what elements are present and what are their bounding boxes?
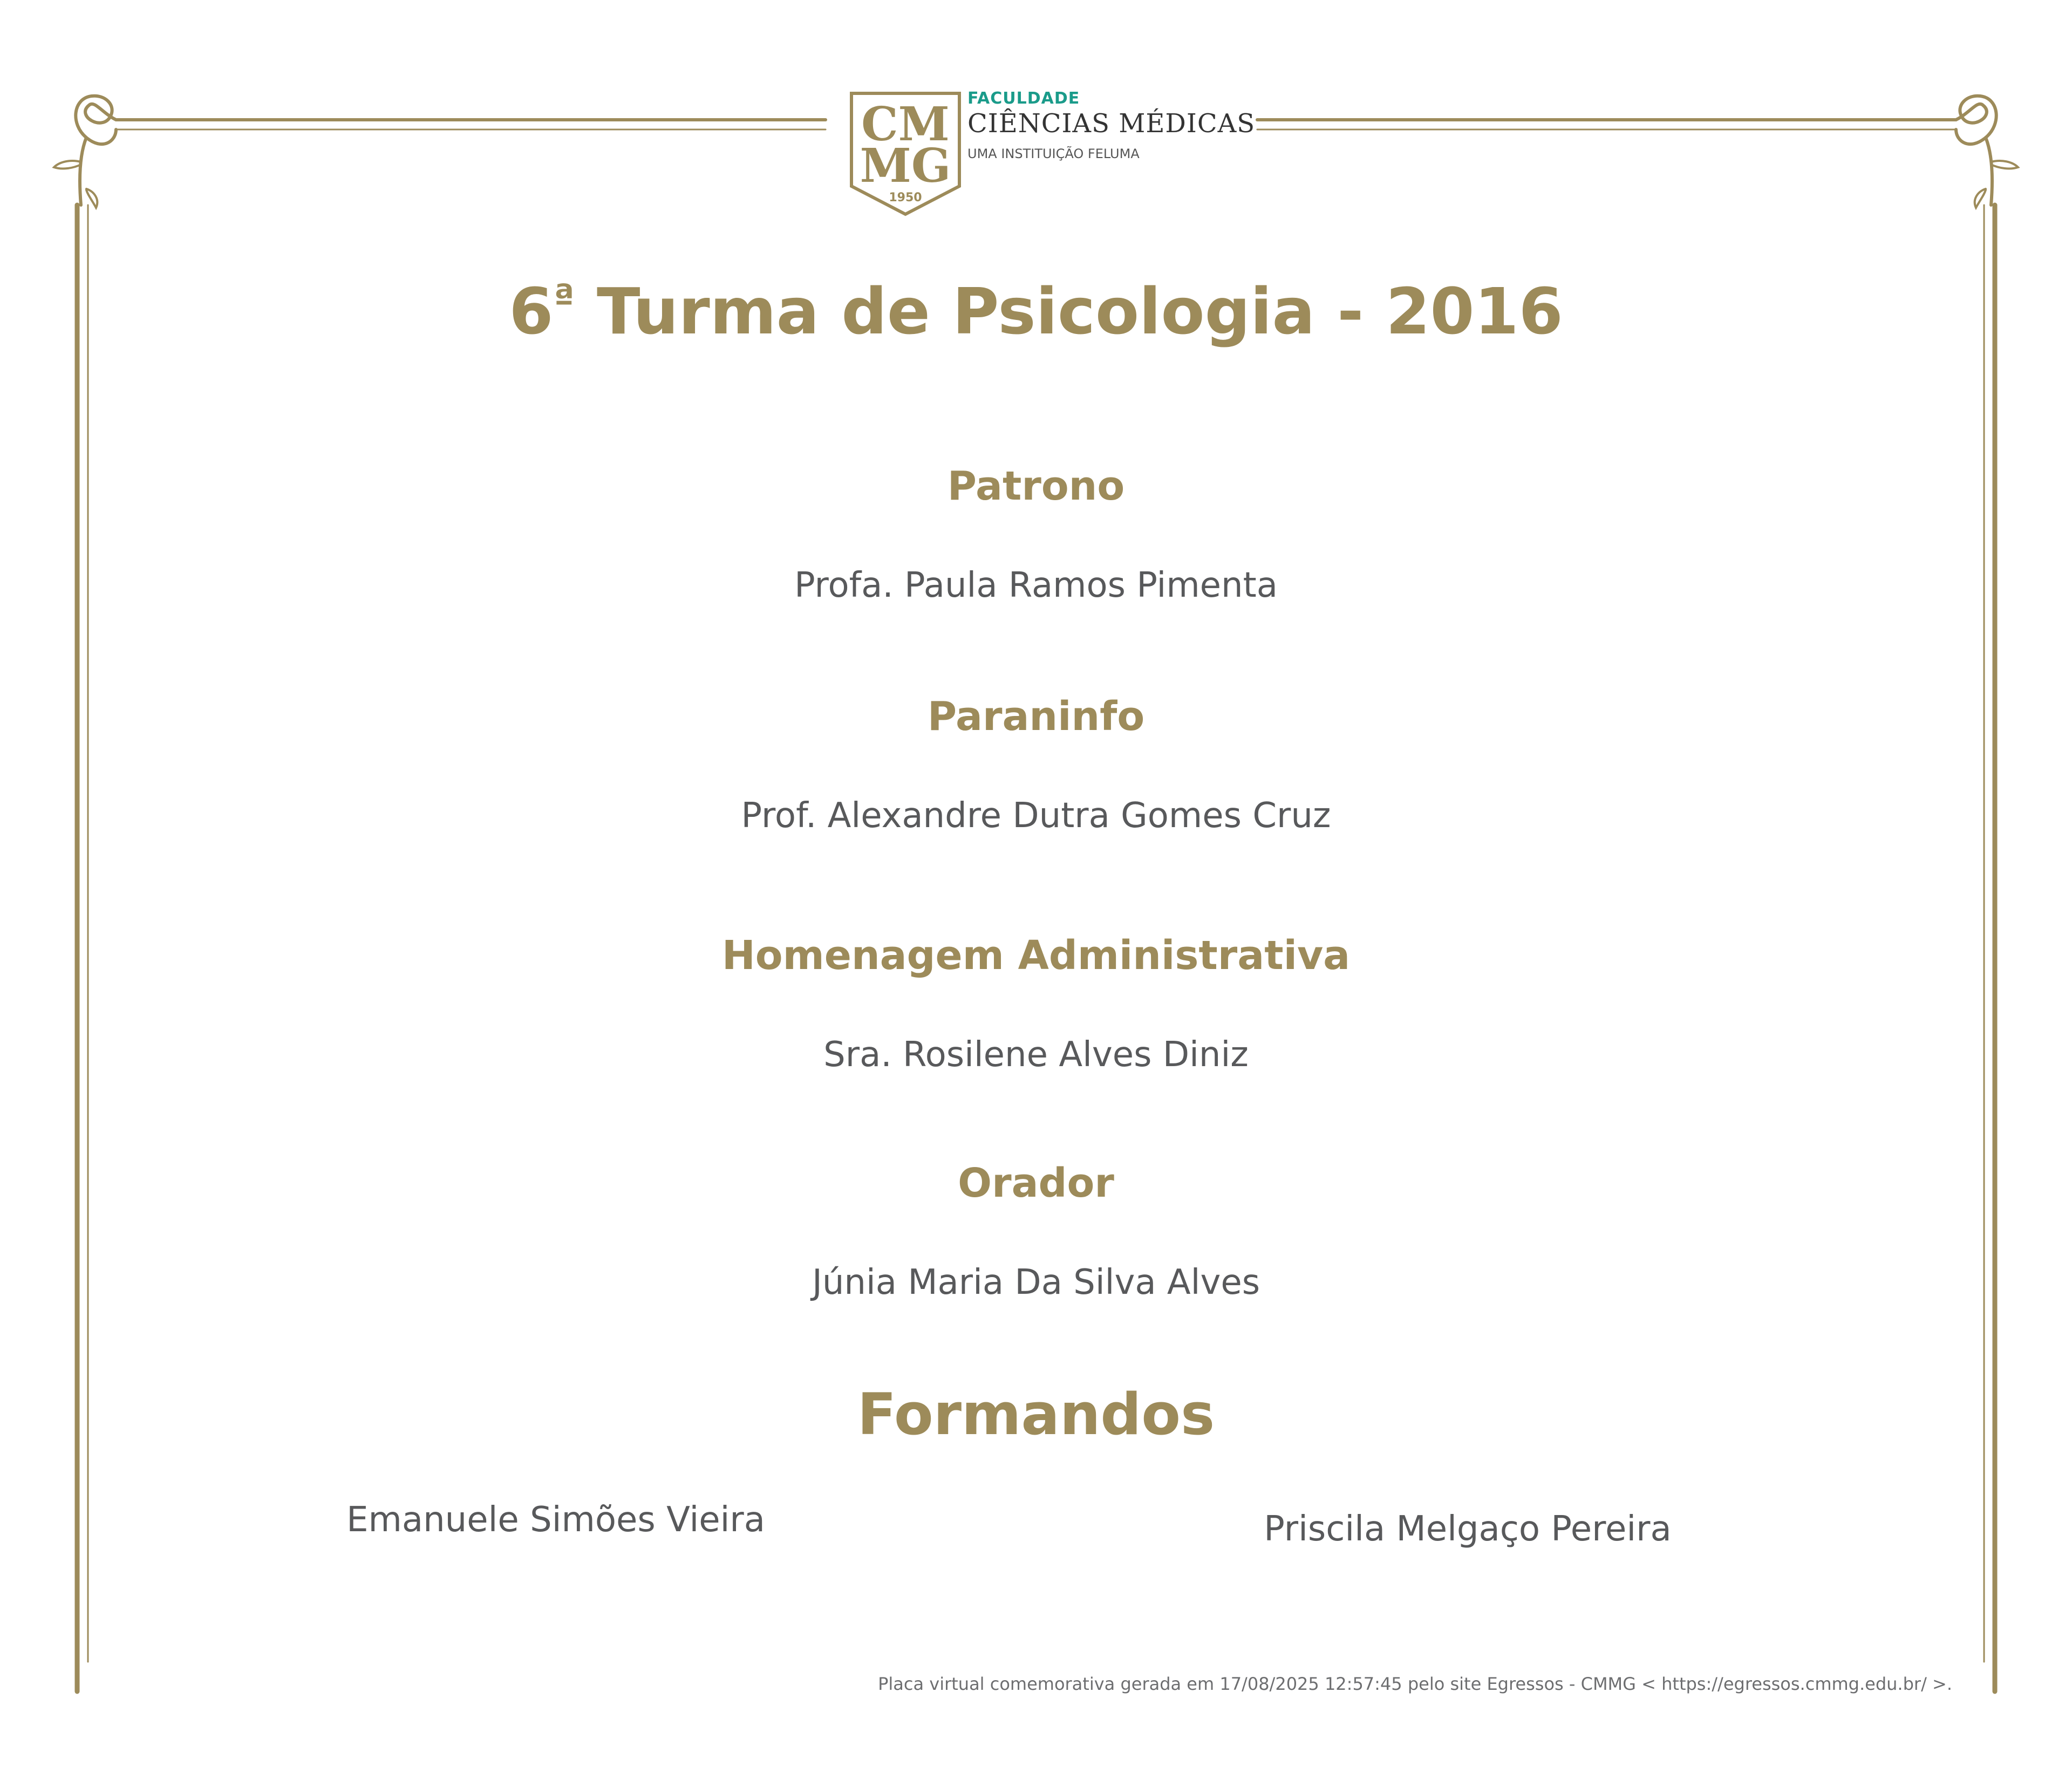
- title-number: 6: [509, 274, 554, 349]
- cmmg-shield-logo: [846, 89, 965, 219]
- section-name-orador: Júnia Maria Da Silva Alves: [812, 1263, 1260, 1302]
- section-heading-paraninfo: Paraninfo: [927, 693, 1145, 740]
- graduate-name: Priscila Melgaço Pereira: [1264, 1509, 1672, 1549]
- section-name-homenagem: Sra. Rosilene Alves Diniz: [823, 1035, 1249, 1075]
- section-name-paraninfo: Prof. Alexandre Dutra Gomes Cruz: [741, 796, 1331, 836]
- footer-generation-note: Placa virtual comemorativa gerada em 17/08/2025 12:57:45 pelo site Egressos - CMMG < https://egressos.cmmg.edu.br/ >.: [878, 1674, 1952, 1694]
- page-title: [0, 274, 2072, 349]
- svg-text:CM: CM: [861, 97, 950, 152]
- section-heading-patrono: Patrono: [947, 463, 1125, 509]
- section-heading-homenagem: Homenagem Administrativa: [721, 932, 1351, 979]
- logo-subtitle: UMA INSTITUIÇÃO FELUMA: [967, 146, 1140, 161]
- svg-text:MG: MG: [860, 139, 951, 193]
- graduate-name: Emanuele Simões Vieira: [346, 1500, 765, 1540]
- logo-year: 1950: [889, 191, 922, 204]
- title-text: Turma de Psicologia - 2016: [574, 274, 1563, 349]
- title-ordinal: ª: [553, 276, 575, 321]
- institution-logo: [846, 89, 1256, 224]
- logo-institution-name: CIÊNCIAS MÉDICAS: [967, 108, 1256, 139]
- section-heading-orador: Orador: [958, 1160, 1114, 1206]
- section-name-patrono: Profa. Paula Ramos Pimenta: [794, 565, 1278, 605]
- formandos-heading: Formandos: [857, 1381, 1215, 1448]
- logo-faculdade-label: FACULDADE: [967, 89, 1080, 108]
